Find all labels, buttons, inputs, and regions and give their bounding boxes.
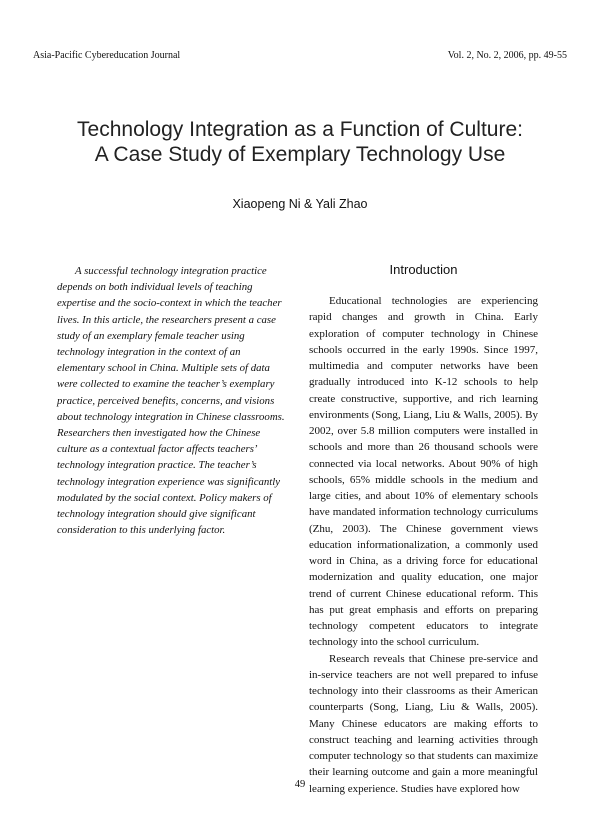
body-paragraph-1: Educational technologies are experiencing rapid changes and growth in China. Early exploration of computer technology in Chinese schools occurred in the early 1990s. Since 1997, multimedia and computer networks have been gradually introduced into K-12 schools to help create constructive, supportive, and rich learning environments (Song, Liang, Liu & Walls, 2005). By 2002, over 5.8 million computers were installed in schools and more than 26 thousand schools were connected via local networks. About 90% of high schools, 65% middle schools in the medium and large cities, and about 10% of elementary schools have mandated information technology curriculums (Zhu, 2003). The Chinese government views education informationalization, a commonly used word in China, as a driving force for educational modernization and quality education, one major trend of current Chinese educational reform. This has put great emphasis and efforts on preparing technology competent educators to integrate technology into the school curriculum. — [309, 295, 538, 649]
running-head-volume: Vol. 2, No. 2, 2006, pp. 49-55 — [447, 50, 567, 61]
body-paragraph-2: Research reveals that Chinese pre-service and in-service teachers are not well prepared to infuse technology into their classrooms as their American counterparts (Song, Liang, Liu & Walls, 2005). Many Chinese educators are making efforts to construct teaching and learning activities through computer technology so that students can maximize their learning outcome and gain a more meaningful learning experience. Studies have explored how — [309, 652, 538, 795]
authors: Xiaopeng Ni & Yali Zhao — [232, 197, 368, 211]
abstract: A successful technology integration practice depends on both individual levels of teaching expertise and the socio-context in which the teacher lives. In this article, the researchers present a case study of an exemplary female teacher using technology integration in the context of an elementary school in China. Multiple sets of data were collected to examine the teacher’s exemplary practice, perceived benefits, concerns, and visions about technology integration in Chinese classrooms. Researchers then investigated how the Chinese culture as a contextual factor affects teachers’ technology integration practice. The teacher’s technology integration experience was significantly modulated by the social context. Policy makers of technology integration should give significant consideration to this underlying factor. — [57, 265, 285, 537]
body-column — [309, 293, 538, 797]
running-head-journal: Asia-Pacific Cybereducation Journal — [33, 50, 181, 61]
page-number: 49 — [294, 779, 306, 790]
title-line-1: Technology Integration as a Function of Culture: — [77, 118, 523, 141]
section-heading: Introduction — [389, 262, 458, 277]
title-line-2: A Case Study of Exemplary Technology Use — [94, 143, 506, 166]
article-title — [0, 117, 600, 167]
